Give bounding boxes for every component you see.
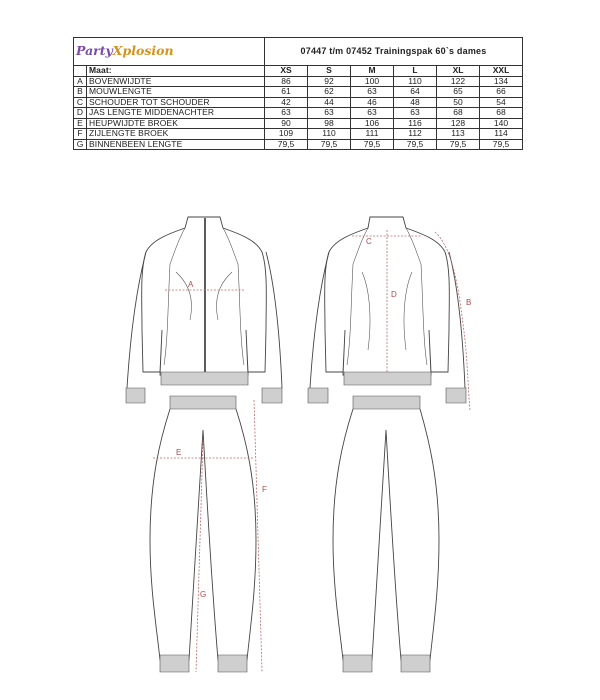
row-value: 134 (480, 76, 523, 87)
row-value: 79,5 (351, 139, 394, 150)
row-value: 116 (394, 118, 437, 129)
row-key: E (74, 118, 87, 129)
row-value: 61 (265, 87, 308, 98)
brand-logo: PartyXplosion (76, 42, 174, 58)
row-value: 113 (437, 129, 480, 140)
row-value: 112 (394, 129, 437, 140)
size-header: M (351, 66, 394, 77)
row-value: 140 (480, 118, 523, 129)
marker-d: D (391, 290, 397, 299)
row-value: 63 (351, 87, 394, 98)
marker-f: F (262, 485, 267, 494)
row-key: B (74, 87, 87, 98)
row-value: 90 (265, 118, 308, 129)
pants-front (150, 396, 256, 672)
row-value: 50 (437, 97, 480, 108)
jacket-front (126, 217, 282, 403)
row-key: G (74, 139, 87, 150)
row-value: 64 (394, 87, 437, 98)
marker-a: A (188, 280, 194, 289)
size-label: Maat: (87, 66, 265, 77)
row-value: 109 (265, 129, 308, 140)
size-header: XS (265, 66, 308, 77)
size-header: S (308, 66, 351, 77)
row-value: 48 (394, 97, 437, 108)
measurement-lines (153, 230, 471, 672)
row-value: 114 (480, 129, 523, 140)
row-value: 62 (308, 87, 351, 98)
row-label: HEUPWIJDTE BROEK (87, 118, 265, 129)
row-value: 46 (351, 97, 394, 108)
row-label: ZIJLENGTE BROEK (87, 129, 265, 140)
row-value: 98 (308, 118, 351, 129)
row-value: 110 (394, 76, 437, 87)
row-value: 111 (351, 129, 394, 140)
row-value: 54 (480, 97, 523, 108)
row-value: 106 (351, 118, 394, 129)
row-value: 68 (437, 108, 480, 119)
row-label: SCHOUDER TOT SCHOUDER (87, 97, 265, 108)
row-value: 79,5 (308, 139, 351, 150)
row-label: MOUWLENGTE (87, 87, 265, 98)
marker-b: B (466, 298, 472, 307)
row-label: BOVENWIJDTE (87, 76, 265, 87)
row-value: 44 (308, 97, 351, 108)
row-value: 63 (351, 108, 394, 119)
row-value: 66 (480, 87, 523, 98)
row-value: 110 (308, 129, 351, 140)
row-value: 65 (437, 87, 480, 98)
row-label: JAS LENGTE MIDDENACHTER (87, 108, 265, 119)
row-label: BINNENBEEN LENGTE (87, 139, 265, 150)
row-value: 128 (437, 118, 480, 129)
row-value: 92 (308, 76, 351, 87)
row-value: 79,5 (437, 139, 480, 150)
row-value: 100 (351, 76, 394, 87)
page-title: 07447 t/m 07452 Trainingspak 60`s dames (265, 38, 523, 66)
row-value: 63 (308, 108, 351, 119)
pants-back (333, 396, 439, 672)
row-key: C (74, 97, 87, 108)
size-header: XL (437, 66, 480, 77)
row-value: 68 (480, 108, 523, 119)
row-value: 63 (394, 108, 437, 119)
row-key: D (74, 108, 87, 119)
size-header: L (394, 66, 437, 77)
row-key: F (74, 129, 87, 140)
row-value: 86 (265, 76, 308, 87)
row-key: A (74, 76, 87, 87)
row-value: 79,5 (265, 139, 308, 150)
size-header: XXL (480, 66, 523, 77)
row-value: 122 (437, 76, 480, 87)
row-value: 63 (265, 108, 308, 119)
row-value: 79,5 (480, 139, 523, 150)
marker-g: G (200, 590, 207, 599)
row-value: 79,5 (394, 139, 437, 150)
marker-e: E (176, 448, 182, 457)
row-value: 42 (265, 97, 308, 108)
marker-c: C (366, 237, 372, 246)
